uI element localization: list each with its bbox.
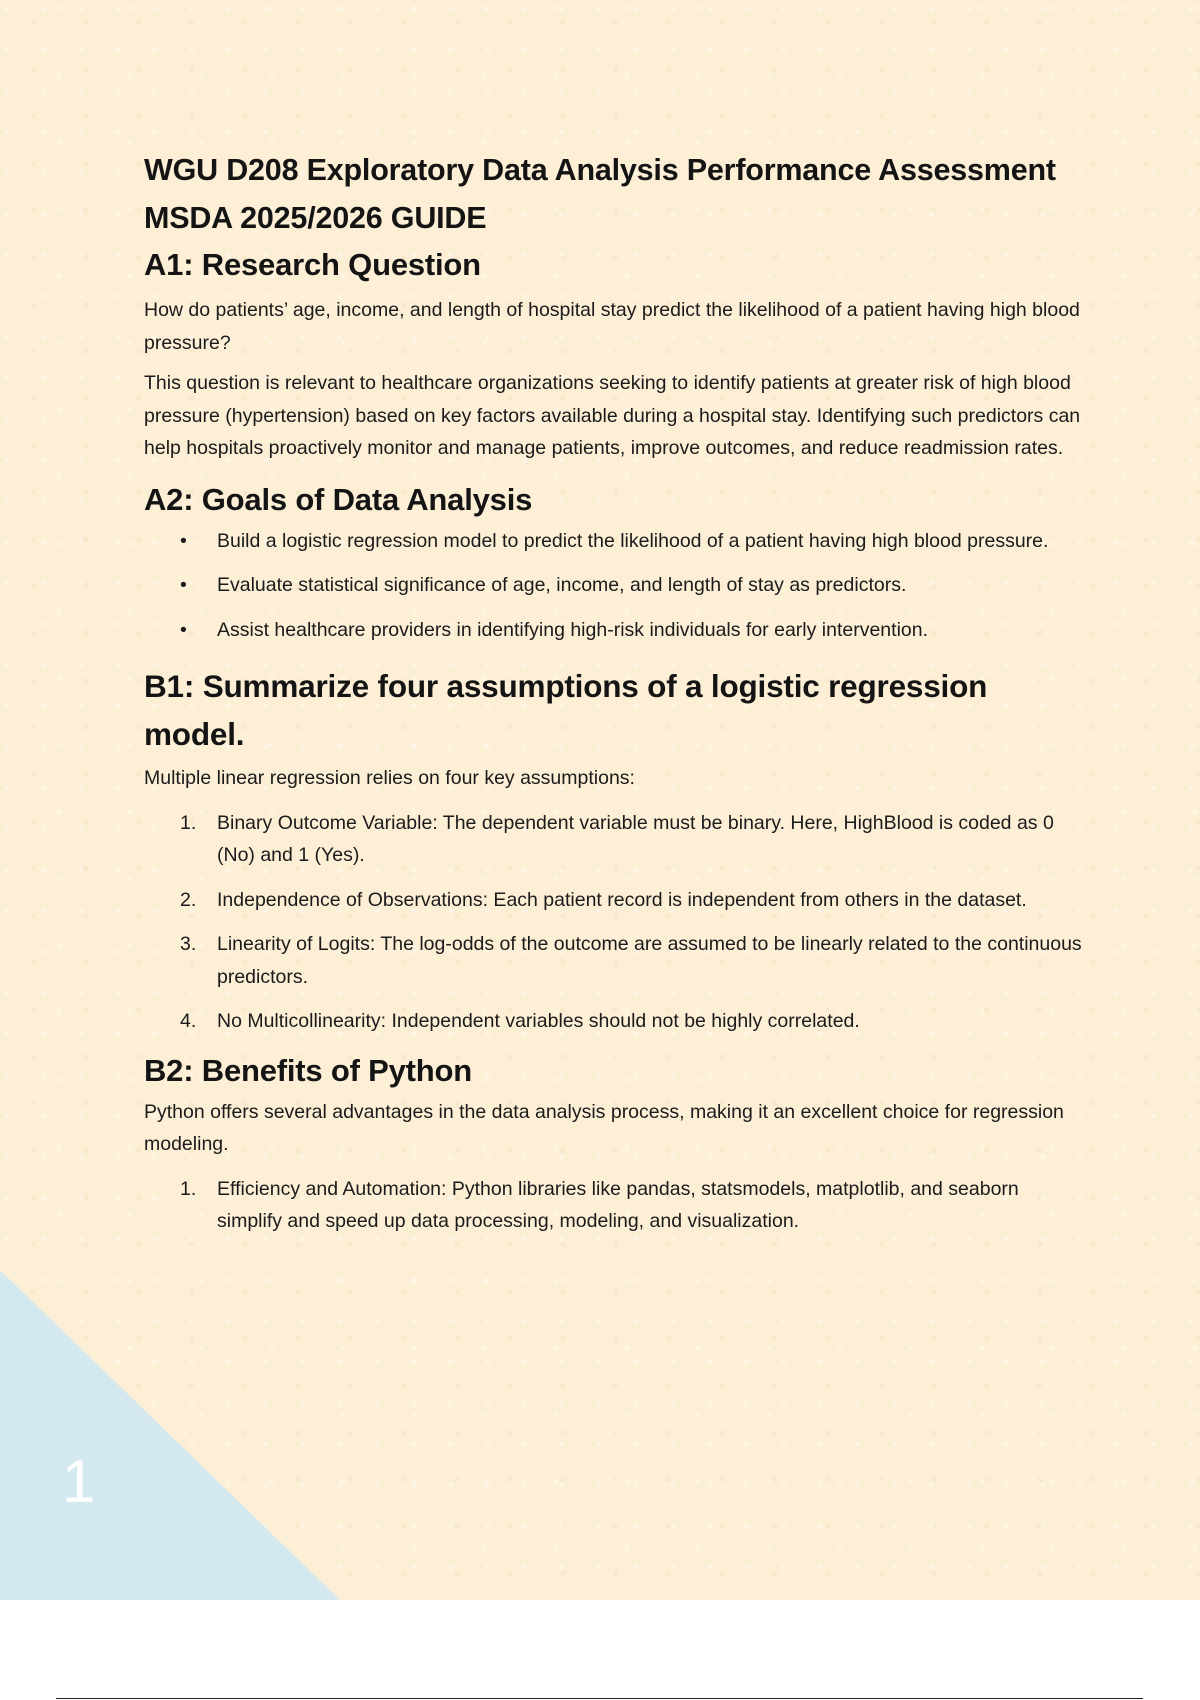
document-content [144,146,1084,1238]
list-item [144,928,1084,993]
page-number: 1 [62,1448,96,1515]
list-item-text: Efficiency and Automation: Python libraries like pandas, statsmodels, matplotlib, and seaborn simplify and speed up data processing, modeling, and visualization. [217,1177,1019,1232]
list-item-number: 1. [180,1177,197,1200]
bullet-marker: • [180,574,187,596]
section-a1-paragraph: How do patients’ age, income, and length of hospital stay predict the likelihood of a patient having high blood pressure? [144,299,1080,354]
list-item-text: Evaluate statistical significance of age, income, and length of stay as predictors. [217,574,907,596]
section-a1-paragraph: This question is relevant to healthcare organizations seeking to identify patients at greater risk of high blood pressure (hypertension) based on key factors available during a hospital stay. Identifying such predictors can help hospitals proactively monitor and manage patients, improve outcomes, and reduce readmission rates. [144,372,1081,459]
section-b1-intro: Multiple linear regression relies on four key assumptions: [144,767,635,789]
document-title: WGU D208 Exploratory Data Analysis Performance Assessment MSDA 2025/2026 GUIDE [144,153,1056,235]
list-item-text: Independence of Observations: Each patient record is independent from others in the dataset. [217,888,1027,911]
list-item-text: Build a logistic regression model to predict the likelihood of a patient having high blood pressure. [217,529,1049,552]
section-b2-intro: Python offers several advantages in the data analysis process, making it an excellent choice for regression modeling. [144,1100,1064,1155]
list-item-text: Assist healthcare providers in identifying high-risk individuals for early intervention. [217,618,929,641]
python-benefits-list [144,1173,1084,1238]
list-item [144,614,1084,647]
list-item [144,525,1084,558]
list-item-number: 2. [180,888,197,911]
list-item-number: 4. [180,1010,197,1032]
list-item [144,1005,1084,1038]
list-item-text: Binary Outcome Variable: The dependent variable must be binary. Here, HighBlood is coded as 0 (No) and 1 (Yes). [217,811,1054,866]
list-item-number: 3. [180,933,197,955]
assumptions-list [144,807,1084,1038]
section-b2-heading: B2: Benefits of Python [144,1052,473,1088]
list-item-text: No Multicollinearity: Independent variables should not be highly correlated. [217,1010,860,1032]
list-item [144,569,1084,602]
bullet-marker: • [180,529,187,552]
list-item-text: Linearity of Logits: The log-odds of the outcome are assumed to be linearly related to the continuous predictors. [217,933,1082,988]
list-item [144,1173,1084,1238]
list-item [144,884,1084,917]
section-a1-heading: A1: Research Question [144,247,481,282]
section-a2-heading: A2: Goals of Data Analysis [144,481,533,517]
goals-list [144,525,1084,647]
bullet-marker: • [180,618,187,641]
corner-triangle-decoration [0,1270,340,1600]
section-b1-heading: B1: Summarize four assumptions of a logistic regression model. [144,668,988,752]
list-item [144,807,1084,872]
list-item-number: 1. [180,811,197,834]
footer-divider [56,1698,1143,1699]
